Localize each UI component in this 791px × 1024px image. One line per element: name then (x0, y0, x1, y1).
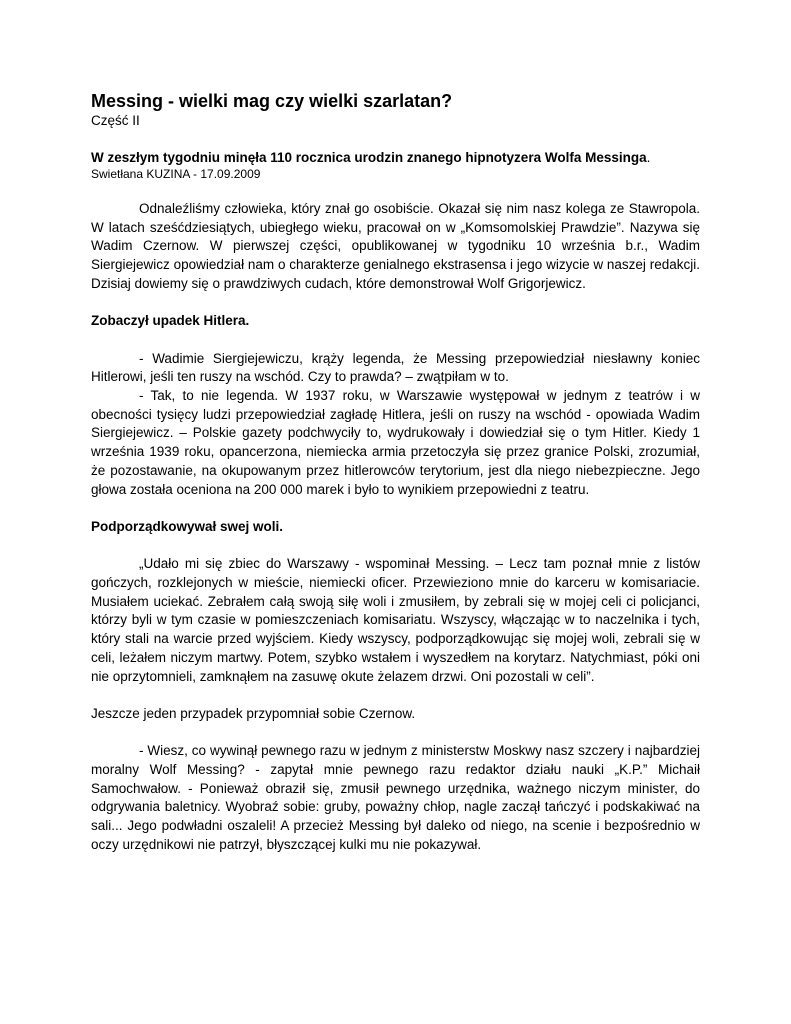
messing-quote: „Udało mi się zbiec do Warszawy - wspominał Messing. – Lecz tam poznał mnie z listów gończych, rozklejonych w mieście, niemiecki oficer. Przewieziono mnie do karceru w komisariacie. Musiałem uciekać. Zebrałem całą swoją siłę woli i zmusiłem, by zebrali się w mojej celi ci policjanci, którzy byli w tym czasie w pomieszczeniach komisariatu. Wszyscy, włączając w to naczelnika i tych, który stali na warcie przed wyjściem. Kiedy wszyscy, podporządkowując się mojej woli, zebrali się w celi, leżałem niczym martwy. Potem, szybko wstałem i wyszedłem na korytarz. Natychmiast, póki oni nie oprzytomnieli, zamknąłem na zasuwę okute żelazem drzwi. Oni pozostali w celi”. (91, 556, 700, 684)
interview-answer: - Tak, to nie legenda. W 1937 roku, w Warszawie występował w jednym z teatrów i w obecności tysięcy ludzi przepowiedział zagładę Hitlera, jeśli on ruszy na wschód - opowiada Wadim Siergiejewicz. – Polskie gazety podchwyciły to, wydrukowały i dowiedział się o tym Hitler. Kiedy 1 września 1939 roku, opancerzona, niemiecka armia przetoczyła się przez granice Polski, zrozumiał, że pozostawanie, na okupowanym przez hitlerowców terytorium, jest dla niego niebezpieczne. Jego głowa została oceniona na 200 000 marek i było to wynikiem przepowiedni z teatru. (91, 388, 700, 497)
interview-question: - Wadimie Siergiejewiczu, krąży legenda, że Messing przepowiedział niesławny koniec Hitlerowi, jeśli ten ruszy na wschód. Czy to prawda? – zwątpiłam w to. (91, 350, 700, 385)
bridge-sentence: Jeszcze jeden przypadek przypomniał sobie Czernow. (91, 705, 416, 721)
article-lead-end: . (646, 150, 651, 165)
section-heading-will: Podporządkowywał swej woli. (91, 518, 284, 534)
article-lead (91, 149, 700, 166)
article-part: Część II (91, 113, 140, 128)
article-lead-text: W zeszłym tygodniu minęła 110 rocznica urodzin znanego hipnotyzera Wolfa Messinga (91, 150, 647, 165)
intro-paragraph: Odnaleźliśmy człowieka, który znał go osobiście. Okazał się nim nasz kolega ze Stawropola. W latach sześćdziesiątych, ubiegłego wieku, pracował on w „Komsomolskiej Prawdzie”. Nazywa się Wadim Czernow. W pierwszej części, opublikowanej w tygodniku 10 września b.r., Wadim Siergiejewicz opowiedział nam o charakterze genialnego ekstrasensa i jego wizycie w naszej redakcji. Dzisiaj dowiemy się o prawdziwych cudach, które demonstrował Wolf Grigorjewicz. (91, 201, 700, 291)
article-title: Messing - wielki mag czy wielki szarlatan? (91, 91, 453, 111)
document-page (91, 90, 700, 855)
section-heading-hitler: Zobaczył upadek Hitlera. (91, 313, 250, 329)
article-byline: Swietłana KUZINA - 17.09.2009 (91, 167, 261, 181)
ministry-story: - Wiesz, co wywinął pewnego razu w jednym z ministerstw Moskwy nasz szczery i najbardziej moralny Wolf Messing? - zapytał mnie pewnego razu redaktor działu nauki „K.P.” Michaił Samochwałow. - Ponieważ obraził się, zmusił pewnego urzędnika, ważnego niczym minister, do odgrywania baletnicy. Wyobraź sobie: gruby, poważny chłop, nagle zaczął tańczyć i podskakiwać na sali... Jego podwładni oszaleli! A przecież Messing był daleko od niego, na scenie i bezpośrednio w oczy urzędnikowi nie patrzył, błyszczącej kulki mu nie pokazywał. (91, 743, 700, 852)
